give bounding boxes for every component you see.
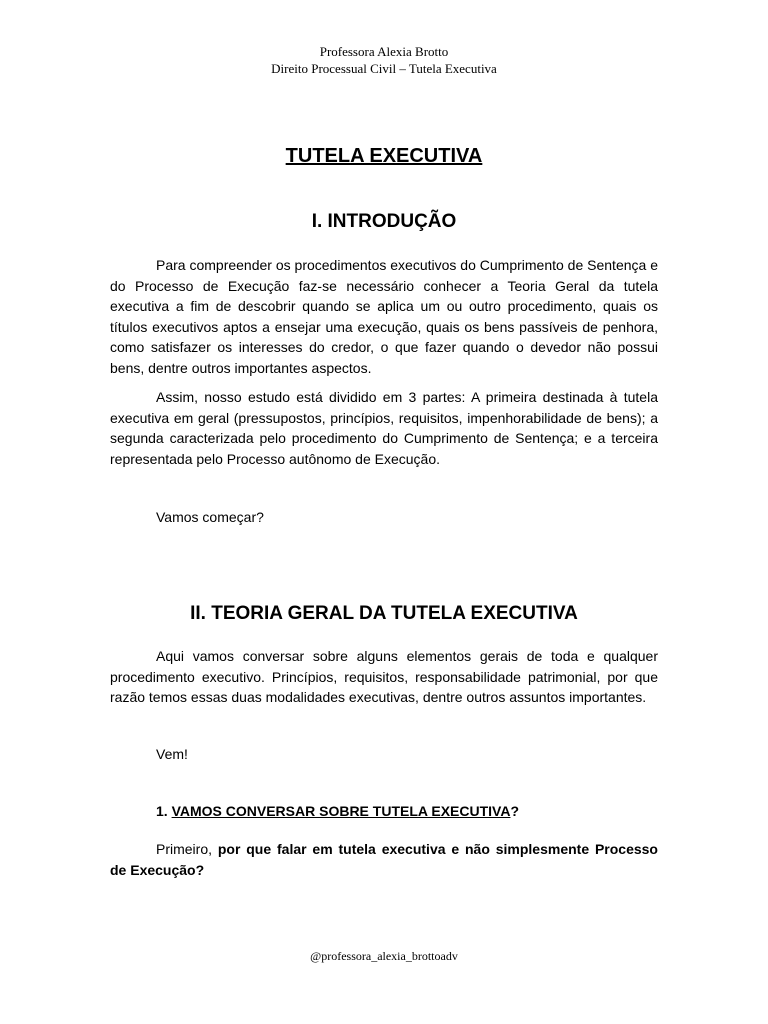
paragraph-teoria-2: Vem! bbox=[156, 746, 188, 762]
subsection-number: 1. bbox=[156, 803, 172, 819]
header-course: Direito Processual Civil – Tutela Executiva bbox=[271, 61, 497, 76]
document-title: TUTELA EXECUTIVA bbox=[285, 145, 483, 167]
page-footer: @professora_alexia_brottoadv bbox=[310, 949, 458, 963]
section-heading-teoria-geral: II. TEORIA GERAL DA TUTELA EXECUTIVA bbox=[190, 603, 578, 624]
section-heading-introducao: I. INTRODUÇÃO bbox=[311, 211, 457, 232]
page-header bbox=[0, 43, 768, 77]
paragraph-intro-1: Para compreender os procedimentos executivos do Cumprimento de Sentença e do Processo de Execução faz-se necessário conhecer a Teoria Geral da tutela executiva a fim de descobrir quando se aplica um ou outro procedimento, quais os títulos executivos aptos a ensejar uma execução, quais os bens passíveis de penhora, como satisfazer os interesses do credor, o que fazer quando o devedor não possui bens, dentre outros importantes aspectos. bbox=[110, 257, 658, 376]
paragraph-intro-3: Vamos começar? bbox=[156, 509, 264, 525]
subsection-lead: Primeiro, bbox=[156, 841, 218, 857]
paragraph-teoria-1: Aqui vamos conversar sobre alguns elementos gerais de toda e qualquer procedimento executivo. Princípios, requisitos, responsabilidade patrimonial, por que razão temos essas duas modalidades executivas, dentre outros assuntos importantes. bbox=[110, 648, 658, 705]
paragraph-intro-2: Assim, nosso estudo está dividido em 3 partes: A primeira destinada à tutela executiva em geral (pressupostos, princípios, requisitos, impenhorabilidade de bens); a segunda caracterizada pelo procedimento do Cumprimento de Sentença; e a terceira representada pelo Processo autônomo de Execução. bbox=[110, 389, 658, 467]
paragraph-subsection bbox=[110, 839, 658, 880]
subsection-suffix: ? bbox=[510, 803, 520, 819]
subsection-heading bbox=[156, 801, 519, 821]
subsection-question: por que falar em tutela executiva e não simplesmente Processo de Execução? bbox=[110, 841, 658, 878]
header-author: Professora Alexia Brotto bbox=[319, 44, 449, 59]
subsection-title: VAMOS CONVERSAR SOBRE TUTELA EXECUTIVA bbox=[171, 803, 511, 819]
